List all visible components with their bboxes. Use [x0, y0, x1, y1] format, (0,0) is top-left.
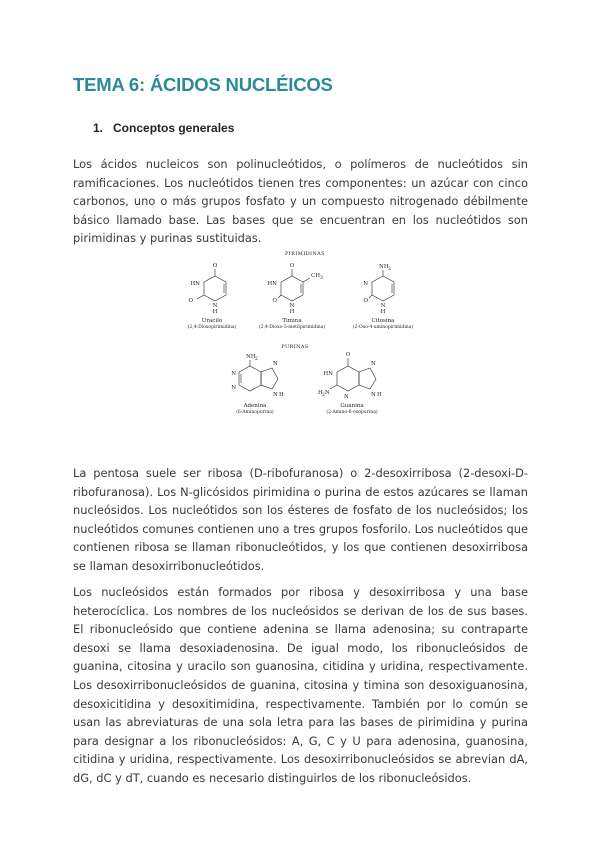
cytosine-n: N [363, 281, 368, 287]
thymine-n: N [289, 303, 295, 309]
cytosine-nh: NH [379, 264, 389, 270]
section-heading [93, 121, 234, 135]
uracil-o-bottom: O [188, 298, 193, 304]
thymine-hn: HN [267, 281, 277, 287]
adenine-n1: N [231, 371, 236, 377]
guanine-hn: HN [323, 371, 333, 377]
cytosine-sub: (2-Oxo-4-aminopirimidina) [352, 325, 414, 330]
section-number: 1. [93, 121, 104, 135]
paragraph-intro: Los ácidos nucleicos son polinucleótidos, o polímeros de nucleótidos sin ramificaciones. Los nucleótidos tienen tres componentes: un azúcar con cinco carbonos, uno o más grupos fosfato y un compuesto nitrogenado débilmente básico llamado base. Las bases que se encuentran en los nucleótidos son pirimidinas y purinas sustituidas. [73, 157, 528, 246]
uracil-hn: HN [190, 281, 200, 287]
thymine-h: H [289, 309, 295, 315]
adenine-n7: N [273, 361, 278, 367]
adenine-nh: NH [246, 354, 256, 360]
guanine-n3: N [344, 394, 349, 400]
adenine-n9: N [273, 392, 278, 398]
adenine-h: H [279, 392, 284, 398]
adenine-nh-sub: 2 [255, 357, 258, 362]
thymine-structure [267, 263, 323, 315]
cytosine-nh-sub: 2 [388, 267, 391, 272]
guanine-name: Guanina [340, 403, 364, 409]
guanine-h2n-sub: 2 [322, 393, 325, 398]
thymine-name: Timina [282, 318, 302, 324]
cytosine-n-bottom: N [380, 303, 386, 309]
cytosine-h: H [380, 309, 386, 315]
uracil-name: Uracilo [201, 318, 223, 324]
thymine-ch-sub: 3 [320, 276, 323, 281]
page-title: TEMA 6: ÁCIDOS NUCLÉICOS [73, 74, 333, 95]
guanine-n7: N [371, 361, 376, 367]
cytosine-o: O [363, 298, 368, 304]
cytosine-name: Citosina [371, 318, 395, 324]
pyrimidines-label: PIRIMIDINAS [285, 251, 325, 257]
nucleobases-figure [160, 244, 450, 424]
guanine-n9: N [371, 392, 376, 398]
uracil-structure [188, 263, 226, 315]
uracil-h: H [212, 309, 218, 315]
guanine-h: H [377, 392, 382, 398]
thymine-o-top: O [289, 263, 295, 269]
adenine-name: Adenina [243, 403, 267, 409]
uracil-o-top: O [212, 263, 218, 269]
guanine-h2n-n: N [325, 390, 330, 396]
guanine-h2n-h: H [318, 390, 323, 396]
adenine-structure [231, 354, 284, 398]
adenine-sub: (6-Aminopurina) [236, 410, 274, 415]
thymine-ch: CH [311, 273, 321, 279]
cytosine-structure [363, 264, 394, 315]
guanine-sub: (2-Amino-6-oxopurina) [326, 410, 378, 415]
adenine-n3: N [231, 385, 236, 391]
thymine-sub: (2,4-Dioxo-5-metilpirimidina) [258, 325, 326, 330]
paragraph-pentose: La pentosa suele ser ribosa (D-ribofuranosa) o 2-desoxirribosa (2-desoxi-D-ribofuranosa). Los N-glicósidos pirimidina o purina de estos azúcares se llaman nucleósidos. Los nucleótidos son los ésteres de fosfato de los nucleósidos; los nucleótidos comunes contienen uno a tres grupos fosforilo. Los nucleótidos que contienen ribosa se llaman ribonucleótidos, y los que contienen desoxirribosa se llaman desoxirribonucleótidos. [73, 466, 528, 573]
thymine-o-bottom: O [272, 298, 277, 304]
guanine-structure [318, 352, 382, 400]
guanine-o: O [345, 352, 351, 358]
uracil-sub: (2,4-Dioxopirimidina) [187, 325, 237, 330]
uracil-n: N [212, 303, 218, 309]
purines-label: PURINAS [281, 344, 309, 350]
section-label: Conceptos generales [113, 121, 235, 135]
paragraph-nucleosides: Los nucleósidos están formados por ribosa y desoxirribosa y una base heterocíclica. Los nombres de los nucleósidos se derivan de los de sus bases. El ribonucleósido que contiene adenina se llama adenosina; su contraparte desoxi se llama desoxiadenosina. De igual modo, los ribonucleósidos de guanina, citosina y uracilo son guanosina, citidina y uridina, respectivamente. Los desoxirribonucleósidos de guanina, citosina y timina son desoxiguanosina, desoxicitidina y desoxitimidina, respectivamente. También por lo común se usan las abreviaturas de una sola letra para las bases de pirimidina y purina para designar a los ribonucleósidos: A, G, C y U para adenosina, guanosina, citidina y uridina, respectivamente. Los desoxirribonucleósidos se abrevian dA, dG, dC y dT, cuando es necesario distinguirlos de los ribonucleósidos. [73, 585, 528, 785]
